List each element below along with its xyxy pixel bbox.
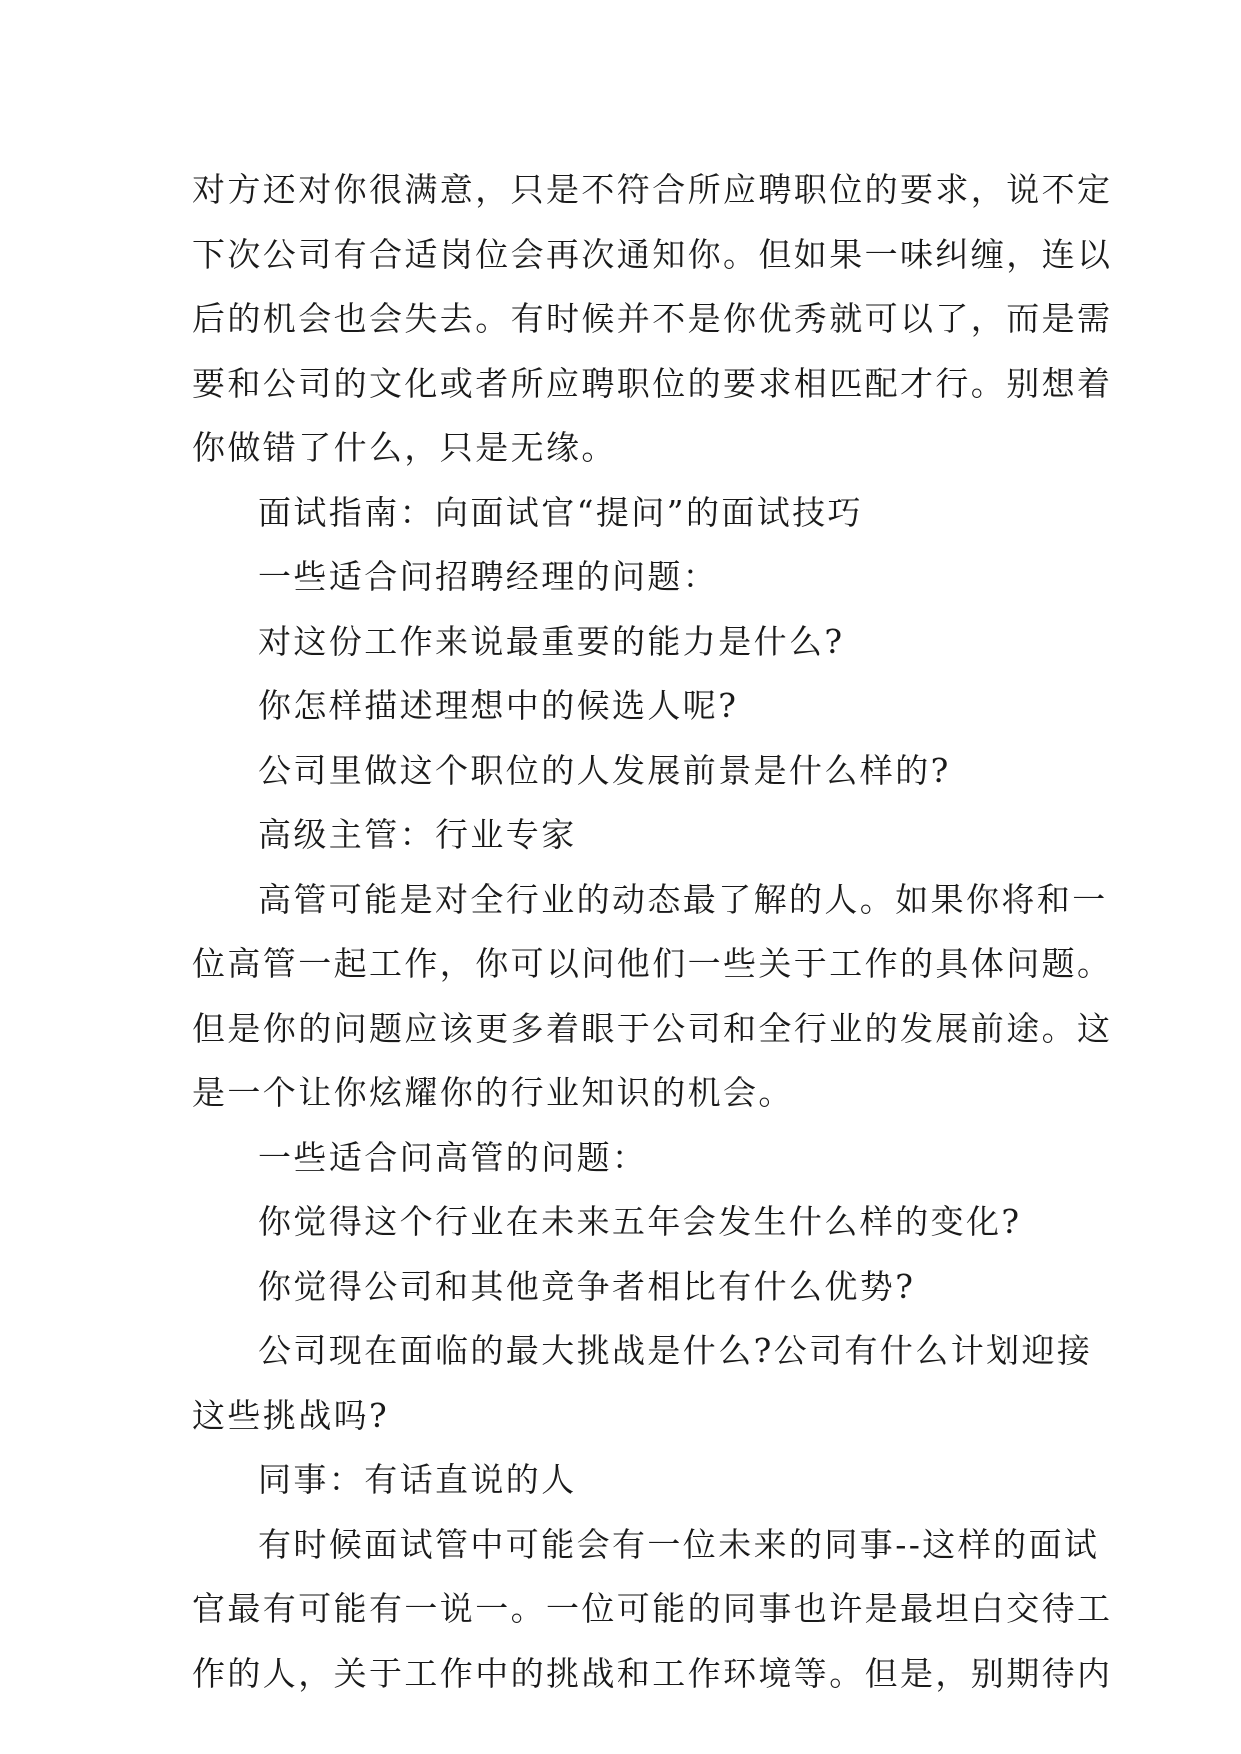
question-item: 你怎样描述理想中的候选人呢?	[258, 686, 739, 725]
question-item: 你觉得公司和其他竞争者相比有什么优势?	[258, 1266, 916, 1306]
text-line: 下次公司有合适岗位会再次通知你。但如果一味纠缠，连以	[192, 234, 1113, 274]
question-item: 对这份工作来说最重要的能力是什么?	[258, 621, 845, 661]
question-item: 你觉得这个行业在未来五年会发生什么样的变化?	[258, 1202, 1022, 1241]
body-text	[192, 158, 1113, 1706]
text-line: 这些挑战吗?	[192, 1395, 390, 1435]
paragraph-start: 有时候面试管中可能会有一位未来的同事--这样的面试	[258, 1524, 1100, 1564]
text-line: 位高管一起工作，你可以问他们一些关于工作的具体问题。	[192, 944, 1113, 983]
section-heading: 面试指南：向面试官“提问”的面试技巧	[258, 492, 863, 532]
text-line: 官最有可能有一说一。一位可能的同事也许是最坦白交待工	[192, 1589, 1113, 1628]
text-line: 一些适合问高管的问题：	[258, 1137, 648, 1177]
text-line: 你做错了什么，只是无缘。	[192, 428, 617, 467]
text-line: 对方还对你很满意，只是不符合所应聘职位的要求，说不定	[192, 170, 1113, 209]
text-line: 作的人，关于工作中的挑战和工作环境等。但是，别期待内	[192, 1653, 1113, 1693]
text-line: 是一个让你炫耀你的行业知识的机会。	[192, 1073, 794, 1112]
question-item: 公司现在面临的最大挑战是什么?公司有什么计划迎接	[258, 1331, 1093, 1370]
section-heading: 高级主管：行业专家	[258, 815, 577, 854]
text-line: 一些适合问招聘经理的问题：	[258, 557, 719, 596]
text-line: 后的机会也会失去。有时候并不是你优秀就可以了，而是需	[192, 299, 1113, 338]
text-line: 要和公司的文化或者所应聘职位的要求相匹配才行。别想着	[192, 363, 1113, 403]
paragraph-start: 高管可能是对全行业的动态最了解的人。如果你将和一	[258, 879, 1108, 919]
text-line: 但是你的问题应该更多着眼于公司和全行业的发展前途。这	[192, 1008, 1113, 1048]
question-item: 公司里做这个职位的人发展前景是什么样的?	[258, 750, 951, 790]
section-heading: 同事：有话直说的人	[258, 1460, 577, 1499]
